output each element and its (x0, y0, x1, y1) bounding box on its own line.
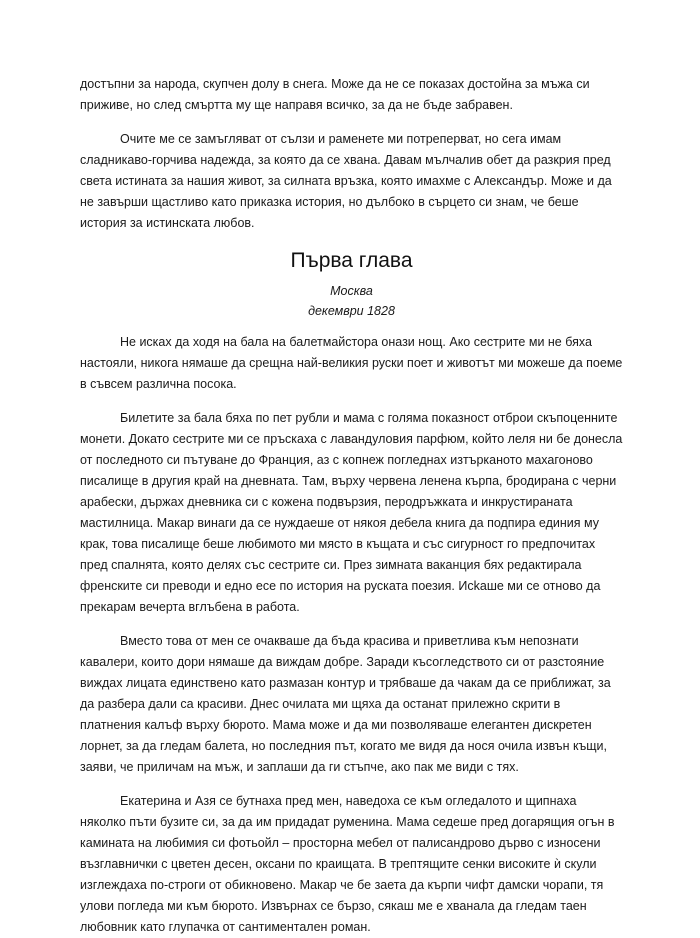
paragraph-gap (80, 395, 623, 408)
paragraph-gap (80, 321, 623, 332)
chapter-paragraph-2: Вместо това от мен се очакваше да бъда красива и приветлива към непознати кавалери, които дори нямаше да виждам добре. Заради късогледството си от разстояние виждах лицата единствено като размазан контур и трябваше да чакам да се приближат, за да разбера дали са красиви. Днес очилата ми щяха да останат прилежно скрити в платнения калъф върху бюрото. Мама може и да ми позволяваше елегантен дискретен лорнет, за да гледам балета, но последния път, когато ме видя да нося очила извън къщи, заяви, че приличам на мъж, и заплаши да ги стъпче, ако пак ме види с тях. (80, 634, 611, 774)
paragraph-gap (80, 116, 623, 129)
chapter-title: Първа глава (290, 249, 413, 272)
paragraph-gap (80, 778, 623, 791)
intro-paragraph-1: Очите ме се замъгляват от сълзи и раменете ми потреперват, но сега имам сладникаво-горчива надежда, за която да се хвана. Давам мълчалив обет да разкрия пред света истината за нашия живот, за силната връзка, която имахме с Александър. Може и да не завърши щастливо като приказка история, но дълбоко в сърцето си знам, че беше история за истинската любов. (80, 132, 612, 230)
intro-paragraph-0: достъпни за народа, скупчен долу в снега. Може да не се показах достойна за мъжа си приживе, но след смъртта му ще направя всичко, за да не бъде забравен. (80, 77, 590, 112)
document-page (80, 74, 623, 938)
paragraph-gap (80, 618, 623, 631)
chapter-date: декември 1828 (308, 304, 395, 318)
chapter-paragraph-1: Билетите за бала бяха по пет рубли и мама с голяма показност отброи скъпоценните монети. Докато сестрите ми се пръскаха с лавандуловия парфюм, който леля ни бе донесла от последното си пътуване до Франция, аз с копнеж погледнах изтърканото махагоново писалище в другия край на дневната. Там, върху червена ленена кърпа, бродирана с черни арабески, държах дневника си с кожена подвързия, перодръжката и инкрустираната мастилница. Макар винаги да се нуждаеше от някоя дебела книга да подпира единия му крак, това писалище беше любимото ми място в къщата и със сигурност го предпочитах пред спалнята, която делях със сестрите си. През зимната ваканция бях редактирала френските си преводи и едно есе по история на руската поезия. Исkаше ми се отново да прекарам вечерта вглъбена в работа. (80, 411, 623, 614)
chapter-place: Москва (330, 284, 373, 298)
chapter-paragraph-3: Екатерина и Азя се бутнаха пред мен, наведоха се към огледалото и щипнаха няколко пъти бузите си, за да им придадат руменина. Мама седеше пред догарящия огън в камината на любимия си фотьойл – просторна мебел от палисандрово дърво с износени възглавнички с цветен десен, оксани по краищата. В трептящите сенки високите ѝ скули изглеждаха по-строги от обикновено. Макар че бе заета да кърпи чифт дамски чорапи, тя улови погледа ми към бюрото. Извърнах се бързо, сякаш ме е хванала да гледам таен любовник като глупачка от сантиментален роман. (80, 794, 615, 934)
chapter-paragraph-0: Не исках да ходя на бала на балетмайстора онази нощ. Ако сестрите ми не бяха настояли, никога нямаше да срещна най-великия руски поет и животът ми можеше да поеме в съвсем различна посока. (80, 335, 623, 391)
